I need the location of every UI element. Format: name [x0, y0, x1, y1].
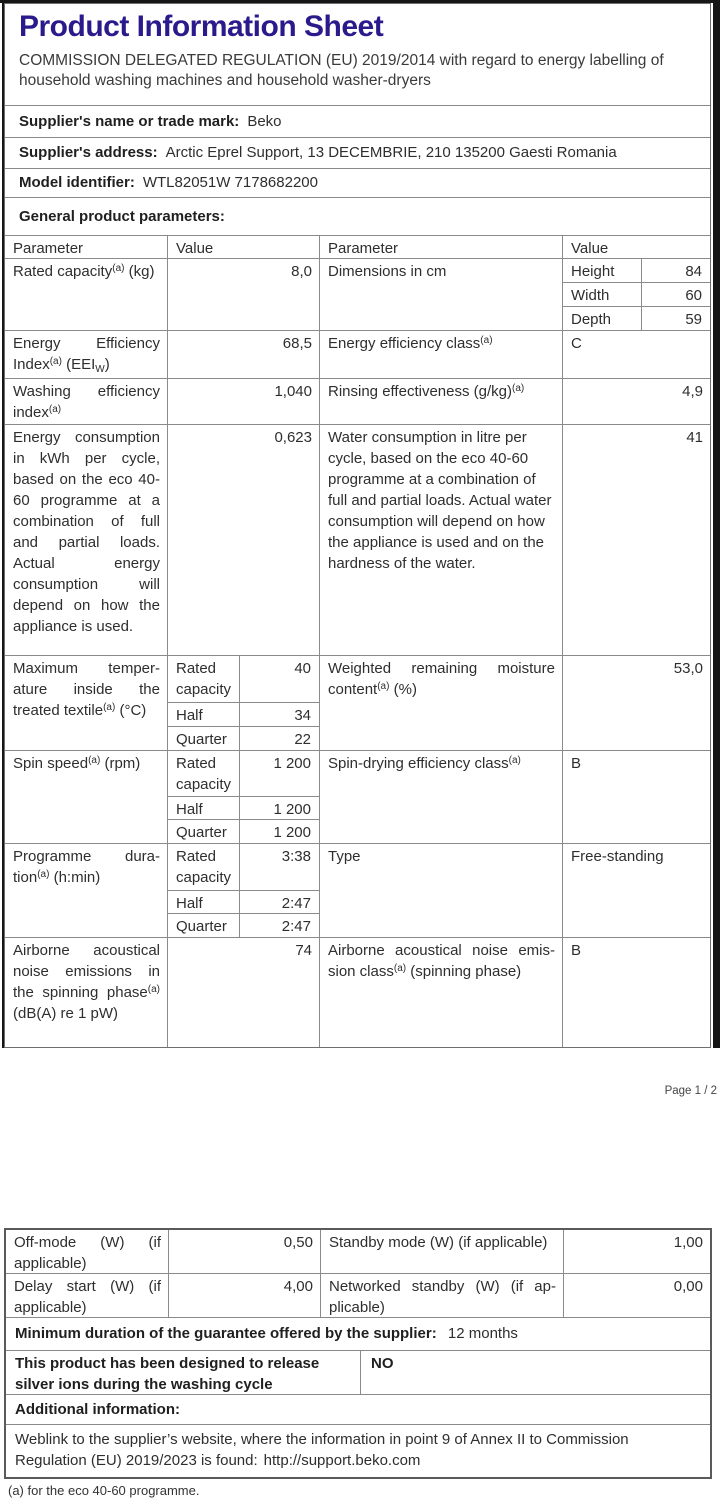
- col-header-parameter-2: Parameter: [320, 236, 563, 258]
- dim-depth-label: Depth: [563, 307, 642, 330]
- param-delay-start: Delay start (W) (if applicable): [6, 1274, 169, 1317]
- param-washing-index: Washing efficiency index$^{(a)}$: [5, 379, 168, 424]
- col-header-value-1: Value: [168, 236, 320, 258]
- supplier-name-label: Supplier's name or trade mark:: [19, 113, 240, 130]
- value-energy-class: C: [571, 335, 582, 352]
- row-silver-ions: [6, 1351, 710, 1395]
- weblink-text: Weblink to the supplier’s website, where the information in point 9 of Annex II to Commission Regulation (EU) 2019/2023 is found:: [15, 1431, 629, 1469]
- model-identifier-label: Model identifier:: [19, 174, 135, 191]
- footnote-a: (a) for the eco 40-60 programme.: [8, 1483, 200, 1498]
- param-water-consumption: Water consumption in litre per cycle, based on the eco 40-60 programme at a combination of full and partial loads. Actual water consumption will depend on how the appliance is used and on the hardness of the water.: [320, 425, 563, 655]
- col-header-parameter-1: Parameter: [5, 236, 168, 258]
- row-washing-efficiency: [5, 379, 710, 425]
- value-water-consumption: 41: [686, 429, 703, 446]
- spin-speed-subtable: Rated capacity 1 200 Half 1 200 Quarter 1 200: [168, 751, 320, 843]
- maxtemp-rated-value: 40: [294, 660, 311, 677]
- supplier-address-row: [5, 138, 710, 169]
- param-energy-class: Energy efficiency class$^{(a)}$: [320, 331, 563, 378]
- row-max-temperature: [5, 656, 710, 751]
- page1-sheet: [4, 3, 711, 1048]
- regulation-text: COMMISSION DELEGATED REGULATION (EU) 2019/2014 with regard to energy labelling of household washing machines and household washer-dryers: [19, 52, 664, 89]
- row-programme-duration: [5, 844, 710, 938]
- parameters-table: [5, 236, 710, 1047]
- row-delay-networked: [6, 1274, 710, 1318]
- param-type: Type: [320, 844, 563, 937]
- duration-half-value: 2:47: [281, 895, 311, 912]
- silver-ions-value: NO: [371, 1355, 394, 1372]
- table-header-row: [5, 236, 710, 259]
- title-block: [5, 4, 710, 106]
- param-dimensions: Dimensions in cm: [320, 259, 563, 330]
- value-washing-index: 1,040: [168, 379, 320, 424]
- page-title: Product Information Sheet: [19, 10, 384, 43]
- max-temperature-subtable: Rated capacity 40 Half 34 Quarter 22: [168, 656, 320, 750]
- duration-rated-value: 3:38: [281, 848, 311, 865]
- page2-sheet: [4, 1228, 712, 1479]
- row-energy-consumption: [5, 425, 710, 656]
- value-standby: 1,00: [673, 1234, 703, 1251]
- supplier-address-label: Supplier's address:: [19, 144, 158, 161]
- model-identifier-value: WTL82051W 7178682200: [142, 174, 318, 191]
- value-noise-emissions: 74: [168, 938, 320, 1047]
- param-noise-class: Airborne acoustical noise emission class$^{(a)}$ (spinning phase): [320, 938, 563, 1047]
- row-weblink: [6, 1425, 710, 1477]
- weblink-url[interactable]: http://support.beko.com: [263, 1452, 421, 1469]
- row-additional-information: Additional information:: [6, 1395, 710, 1425]
- dim-height-value: 84: [685, 263, 702, 280]
- col-header-value-2: Value: [571, 240, 609, 257]
- param-offmode: Off-mode (W) (if applicable): [6, 1230, 169, 1273]
- page-indicator: Page 1 / 2: [664, 1085, 717, 1097]
- param-max-temperature: Maximum temperature inside the treated textile$^{(a)}$ (°C): [5, 656, 168, 750]
- value-offmode: 0,50: [169, 1230, 321, 1273]
- dim-width-value: 60: [685, 287, 702, 304]
- param-energy-consumption: Energy consumption in kWh per cycle, based on the eco 40-60 programme at a combination of full and partial loads. Actual energy consumption will depend on how the appliance is used.: [5, 425, 168, 655]
- dimensions-subtable: [563, 259, 710, 330]
- param-spin-drying-class: Spin-drying efficiency class$^{(a)}$: [320, 751, 563, 843]
- dim-width-label: Width: [563, 283, 642, 306]
- guarantee-label: Minimum duration of the guarantee offered by the supplier:: [15, 1325, 437, 1342]
- spin-quarter-value: 1 200: [273, 824, 311, 841]
- param-rated-capacity: Rated capacity$^{(a)}$ (kg): [5, 259, 168, 330]
- param-networked-standby: Networked standby (W) (if applicable): [321, 1274, 564, 1317]
- supplier-name-value: Beko: [247, 113, 282, 130]
- maxtemp-half-value: 34: [294, 707, 311, 724]
- param-spin-speed: Spin speed$^{(a)}$ (rpm): [5, 751, 168, 843]
- maxtemp-quarter-value: 22: [294, 731, 311, 748]
- row-guarantee: [6, 1318, 710, 1351]
- dim-height-label: Height: [563, 259, 642, 282]
- model-identifier-row: [5, 169, 710, 198]
- value-spin-drying-class: B: [571, 755, 582, 772]
- row-acoustical-noise: [5, 938, 710, 1047]
- spin-rated-value: 1 200: [273, 755, 311, 772]
- value-moisture: 53,0: [673, 660, 703, 677]
- row-energy-efficiency-index: [5, 331, 710, 379]
- silver-ions-label: This product has been designed to release silver ions during the washing cycle: [6, 1351, 361, 1395]
- row-spin-speed: [5, 751, 710, 844]
- value-delay-start: 4,00: [169, 1274, 321, 1317]
- general-parameters-heading: General product parameters:: [5, 198, 710, 236]
- param-moisture: Weighted remaining moisture content$^{(a)}$ (%): [320, 656, 563, 750]
- param-noise-emissions: Airborne acoustical noise emissions in the spinning phase$^{(a)}$ (dB(A) re 1 pW): [5, 938, 168, 1047]
- value-networked-standby: 0,00: [673, 1278, 703, 1295]
- guarantee-value: 12 months: [447, 1325, 518, 1342]
- param-programme-duration: Programme duration$^{(a)}$ (h:min): [5, 844, 168, 937]
- supplier-name-row: [5, 106, 710, 138]
- supplier-address-value: Arctic Eprel Support, 13 DECEMBRIE, 210 135200 Gaesti Romania: [165, 144, 617, 161]
- value-eei: 68,5: [168, 331, 320, 378]
- value-rinsing: 4,9: [682, 383, 703, 400]
- param-standby: Standby mode (W) (if applicable): [321, 1230, 564, 1273]
- row-offmode-standby: [6, 1230, 710, 1274]
- param-rinsing: Rinsing effectiveness $(g/kg)^{(a)}$: [320, 379, 563, 424]
- value-type: Free-standing: [571, 848, 664, 865]
- value-energy-consumption: 0,623: [168, 425, 320, 655]
- value-noise-class: B: [571, 942, 582, 959]
- duration-quarter-value: 2:47: [281, 918, 311, 935]
- row-rated-capacity: [5, 259, 710, 331]
- dim-depth-value: 59: [685, 311, 702, 328]
- programme-duration-subtable: Rated capacity 3:38 Half 2:47 Quarter 2:47: [168, 844, 320, 937]
- value-rated-capacity: 8,0: [168, 259, 320, 330]
- spin-half-value: 1 200: [273, 801, 311, 818]
- param-eei: Energy Efficiency Index$^{(a)}$ $(EEI_W)$: [5, 331, 168, 378]
- scan-edge-right: [713, 0, 720, 1048]
